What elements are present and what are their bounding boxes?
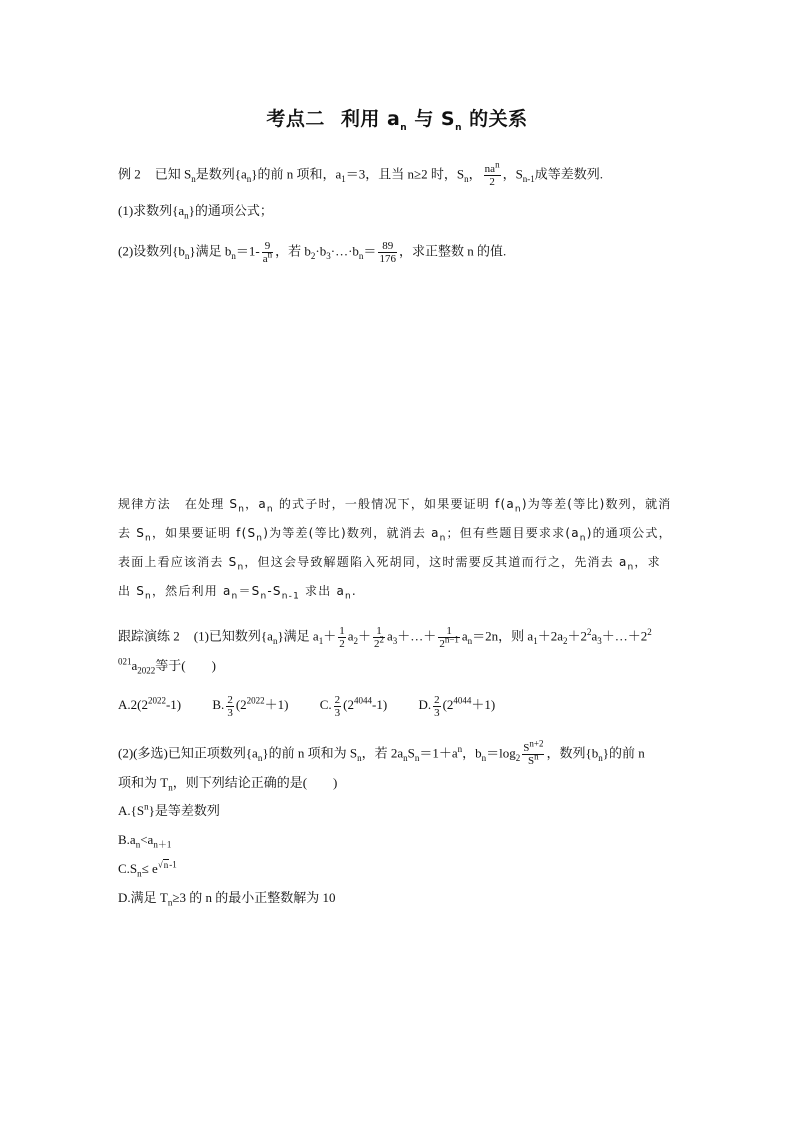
text-fragment: ，若 b xyxy=(275,243,311,259)
text-fragment: n xyxy=(184,251,190,262)
text-fragment: 3 xyxy=(597,636,602,647)
text-fragment: n xyxy=(237,562,245,573)
option-c-multi xyxy=(118,861,177,877)
text-fragment: 2 xyxy=(310,251,316,262)
text-fragment: 1 xyxy=(438,625,460,638)
text-fragment: ，如果要证明 f(S xyxy=(151,526,257,540)
method-line-3 xyxy=(118,554,661,573)
text-fragment: a xyxy=(461,628,468,644)
text-fragment: 考点二 xyxy=(266,108,325,130)
text-fragment: n xyxy=(135,839,141,850)
text-fragment: n xyxy=(403,753,408,764)
question-multi-line-2 xyxy=(118,775,337,791)
text-fragment: )为等差(等比)数列，就消去 a xyxy=(263,526,440,540)
text-fragment: n xyxy=(231,251,236,262)
text-fragment: n xyxy=(231,591,239,602)
text-fragment: -S xyxy=(267,584,282,598)
text-fragment: n xyxy=(467,636,473,647)
fraction xyxy=(522,738,544,767)
text-fragment: a xyxy=(387,628,393,644)
text-fragment: n xyxy=(191,174,196,185)
options-q1 xyxy=(118,694,495,719)
text-fragment: }的前 n 项和为 S xyxy=(262,745,358,761)
text-fragment: 2 xyxy=(489,176,495,188)
text-fragment: n xyxy=(579,533,587,544)
text-fragment: n xyxy=(168,782,173,793)
text-fragment: ＝1＋a xyxy=(419,745,458,761)
text-fragment: ·b xyxy=(315,243,327,259)
text-fragment: 求出 a xyxy=(300,584,345,598)
text-fragment: 1 xyxy=(341,174,346,185)
option-b-multi xyxy=(118,832,171,848)
text-fragment: 9 xyxy=(262,240,273,253)
section-title xyxy=(0,104,794,131)
text-fragment: n xyxy=(257,753,263,764)
option-c xyxy=(319,694,388,719)
text-fragment: ；但有些题目要求求(a xyxy=(446,526,580,540)
text-fragment: ＝ xyxy=(363,243,377,259)
text-fragment: (2)设数列{b xyxy=(118,243,185,259)
text-fragment: n xyxy=(137,868,142,879)
text-fragment: ，数列{b xyxy=(546,745,599,761)
text-fragment: n xyxy=(145,533,152,544)
text-fragment: ＝log xyxy=(486,745,516,761)
text-fragment: C. xyxy=(319,697,332,713)
text-fragment: n xyxy=(495,159,500,170)
text-fragment: n xyxy=(260,591,268,602)
text-fragment: 出 S xyxy=(118,584,146,598)
option-d-multi xyxy=(118,890,335,906)
text-fragment: 去 S xyxy=(118,526,146,540)
text-fragment: ，求正整数 n 的值. xyxy=(398,243,507,259)
text-fragment: }满足 a xyxy=(277,628,319,644)
text-fragment: S xyxy=(528,755,535,767)
text-fragment: 3 xyxy=(326,251,331,262)
text-fragment: D. xyxy=(418,697,432,713)
text-fragment: 2 xyxy=(562,636,568,647)
text-fragment: 已知 S xyxy=(154,166,192,182)
text-fragment: )的通项公式， xyxy=(586,526,672,540)
fraction xyxy=(378,240,397,265)
text-fragment: na xyxy=(484,163,496,175)
text-fragment: n xyxy=(357,753,362,764)
text-fragment: √ xyxy=(157,859,163,870)
text-fragment: (2)(多选)已知正项数列{a xyxy=(118,745,258,761)
text-fragment: ·…·b xyxy=(330,243,359,259)
text-fragment: 2022 xyxy=(147,696,166,707)
text-fragment: n xyxy=(534,751,539,762)
text-fragment: 的式子时，一般情况下，如果要证明 f(a xyxy=(273,497,515,511)
text-fragment: 1 xyxy=(339,625,345,637)
text-fragment: ＋ xyxy=(323,628,337,644)
text-fragment: S xyxy=(523,742,530,754)
text-fragment: 例 2 xyxy=(118,166,141,182)
text-fragment: ，然后利用 a xyxy=(151,584,232,598)
text-fragment: 2 xyxy=(334,694,341,706)
text-fragment: 2 xyxy=(647,627,652,638)
text-fragment: n xyxy=(238,504,246,515)
text-fragment: }的通项公式； xyxy=(188,203,273,218)
text-fragment: 3 xyxy=(392,636,398,647)
example-2 xyxy=(118,159,604,188)
text-fragment: n xyxy=(414,753,420,764)
text-fragment: B. xyxy=(212,697,225,713)
question-multi-line-1 xyxy=(118,738,645,767)
text-fragment: ≥3 的 n 的最小正整数解为 10 xyxy=(172,890,336,905)
text-fragment: 的关系 xyxy=(462,108,528,130)
text-fragment: 176 xyxy=(379,253,396,265)
text-fragment: 1 xyxy=(373,625,385,638)
method-line-2 xyxy=(118,525,672,544)
text-fragment: 项和为 T xyxy=(118,775,169,790)
text-fragment: (1)已知数列{a xyxy=(193,628,273,644)
text-fragment: <a xyxy=(140,832,154,847)
text-fragment: -1) xyxy=(372,697,388,713)
text-fragment: ＝2n，则 a xyxy=(472,628,534,644)
option-b xyxy=(212,694,289,719)
text-fragment: ＋2a xyxy=(537,628,563,644)
text-fragment: }是等差数列 xyxy=(148,803,220,818)
text-fragment: 2 xyxy=(587,627,592,638)
track-exercise-line-1 xyxy=(118,625,652,650)
text-fragment: A.{S xyxy=(118,803,145,818)
fraction xyxy=(484,159,501,188)
text-fragment: 利用 a xyxy=(340,108,401,130)
text-fragment: 等于( ) xyxy=(155,658,216,673)
track-exercise-line-2 xyxy=(118,658,216,674)
text-fragment: ，b xyxy=(462,745,482,761)
text-fragment: (1)求数列{a xyxy=(118,203,185,218)
fraction xyxy=(373,625,385,650)
text-fragment: ＋2 xyxy=(567,628,587,644)
text-fragment: ＋1) xyxy=(264,697,289,713)
text-fragment: 3 xyxy=(227,707,233,719)
text-fragment: ， xyxy=(468,166,482,182)
text-fragment: ，但这会导致解题陷入死胡同，这时需要反其道而行之，先消去 a xyxy=(244,555,628,569)
text-fragment: )为等差(等比)数列，就消 xyxy=(521,497,672,511)
text-fragment: ，求 xyxy=(634,555,661,569)
fraction xyxy=(438,625,460,650)
text-fragment: ＝S xyxy=(238,584,261,598)
text-fragment: n xyxy=(184,210,189,221)
text-fragment: ＋1) xyxy=(471,697,496,713)
text-fragment: 021 xyxy=(118,656,132,667)
text-fragment: 1 xyxy=(533,636,538,647)
text-fragment: n-1 xyxy=(522,174,535,185)
text-fragment: 1 xyxy=(318,636,324,647)
text-fragment: 3 xyxy=(434,707,440,719)
text-fragment: 2 xyxy=(353,636,358,647)
text-fragment: n xyxy=(345,591,352,602)
text-fragment: }满足 b xyxy=(189,243,232,259)
text-fragment: 2 xyxy=(227,694,233,706)
text-fragment: 2 xyxy=(374,638,380,650)
text-fragment: n xyxy=(272,636,278,647)
text-fragment: C.S xyxy=(118,861,138,876)
option-a xyxy=(118,697,181,712)
text-fragment: n xyxy=(256,533,264,544)
text-fragment: }的前 n xyxy=(602,745,645,761)
fraction xyxy=(338,625,346,650)
text-fragment: n xyxy=(266,504,274,515)
text-fragment: n−1 xyxy=(444,634,459,645)
text-fragment: 是数列{a xyxy=(195,166,247,182)
text-fragment: 2022 xyxy=(137,665,156,676)
text-fragment: }的前 n 项和，a xyxy=(251,166,342,182)
text-fragment: 跟踪演练 2 xyxy=(118,628,180,644)
text-fragment: ，a xyxy=(245,497,267,511)
text-fragment: ，S xyxy=(502,166,523,182)
question-1 xyxy=(118,203,273,219)
text-fragment: ＝3，且当 n≥2 时，S xyxy=(345,166,465,182)
text-fragment: n xyxy=(627,562,635,573)
text-fragment: 2 xyxy=(379,634,385,645)
fraction xyxy=(262,240,273,265)
text-fragment: (2 xyxy=(343,697,355,713)
text-fragment: n xyxy=(358,251,364,262)
text-fragment: 在处理 S xyxy=(184,497,239,511)
text-fragment: B.a xyxy=(118,832,136,847)
text-fragment: ＋…＋2 xyxy=(601,628,648,644)
text-fragment: -1 xyxy=(169,859,177,870)
text-fragment: n-1 xyxy=(281,591,301,602)
text-fragment: 89 xyxy=(378,240,397,253)
text-fragment: n xyxy=(598,753,603,764)
text-fragment: 3 xyxy=(334,707,341,719)
text-fragment: 4044 xyxy=(453,696,472,707)
text-fragment: A.2(2 xyxy=(118,697,148,713)
text-fragment: n xyxy=(267,249,273,260)
text-fragment: a xyxy=(131,658,138,673)
text-fragment: n+2 xyxy=(529,738,544,749)
text-fragment: n xyxy=(163,859,169,870)
text-fragment: a xyxy=(347,628,354,644)
option-d xyxy=(418,694,496,719)
text-fragment: n xyxy=(144,801,149,812)
text-fragment: ＋…＋ xyxy=(397,628,437,644)
text-fragment: n xyxy=(145,591,152,602)
text-fragment: 成等差数列. xyxy=(534,166,604,182)
text-fragment: 2 xyxy=(339,638,345,650)
text-fragment: 2 xyxy=(439,638,445,650)
text-fragment: n xyxy=(481,753,487,764)
text-fragment: ，则下列结论正确的是( ) xyxy=(172,775,338,790)
text-fragment: ≤ e xyxy=(141,861,158,876)
option-a-multi xyxy=(118,803,220,819)
text-fragment: n xyxy=(400,122,408,133)
text-fragment: 与 S xyxy=(407,108,456,130)
text-fragment: S xyxy=(407,745,415,761)
text-fragment: ＝1- xyxy=(235,243,260,259)
text-fragment: 4044 xyxy=(354,696,373,707)
text-fragment: 2 xyxy=(515,753,521,764)
text-fragment: n xyxy=(246,174,252,185)
text-fragment: n xyxy=(457,744,463,755)
text-fragment: n xyxy=(167,897,173,908)
text-fragment: n xyxy=(439,533,447,544)
text-fragment: 表面上看应该消去 S xyxy=(118,555,238,569)
text-fragment: a xyxy=(591,628,598,644)
text-fragment: ＋ xyxy=(358,628,372,644)
text-fragment: n xyxy=(464,174,469,185)
text-fragment: . xyxy=(351,584,357,598)
text-fragment: 规律方法 xyxy=(118,497,171,511)
text-fragment: a xyxy=(262,253,268,265)
text-fragment: n xyxy=(455,122,463,133)
text-fragment: D.满足 T xyxy=(118,890,168,905)
text-fragment: 2 xyxy=(434,694,440,706)
question-2 xyxy=(118,240,506,265)
text-fragment: n xyxy=(514,504,522,515)
method-line-4 xyxy=(118,583,357,602)
text-fragment: 2022 xyxy=(246,696,265,707)
text-fragment: (2 xyxy=(442,697,454,713)
text-fragment: ，若 2a xyxy=(361,745,404,761)
text-fragment: -1) xyxy=(165,697,182,713)
text-fragment: (2 xyxy=(235,697,247,713)
text-fragment: n＋1 xyxy=(153,839,172,850)
method-line-1 xyxy=(118,496,672,515)
